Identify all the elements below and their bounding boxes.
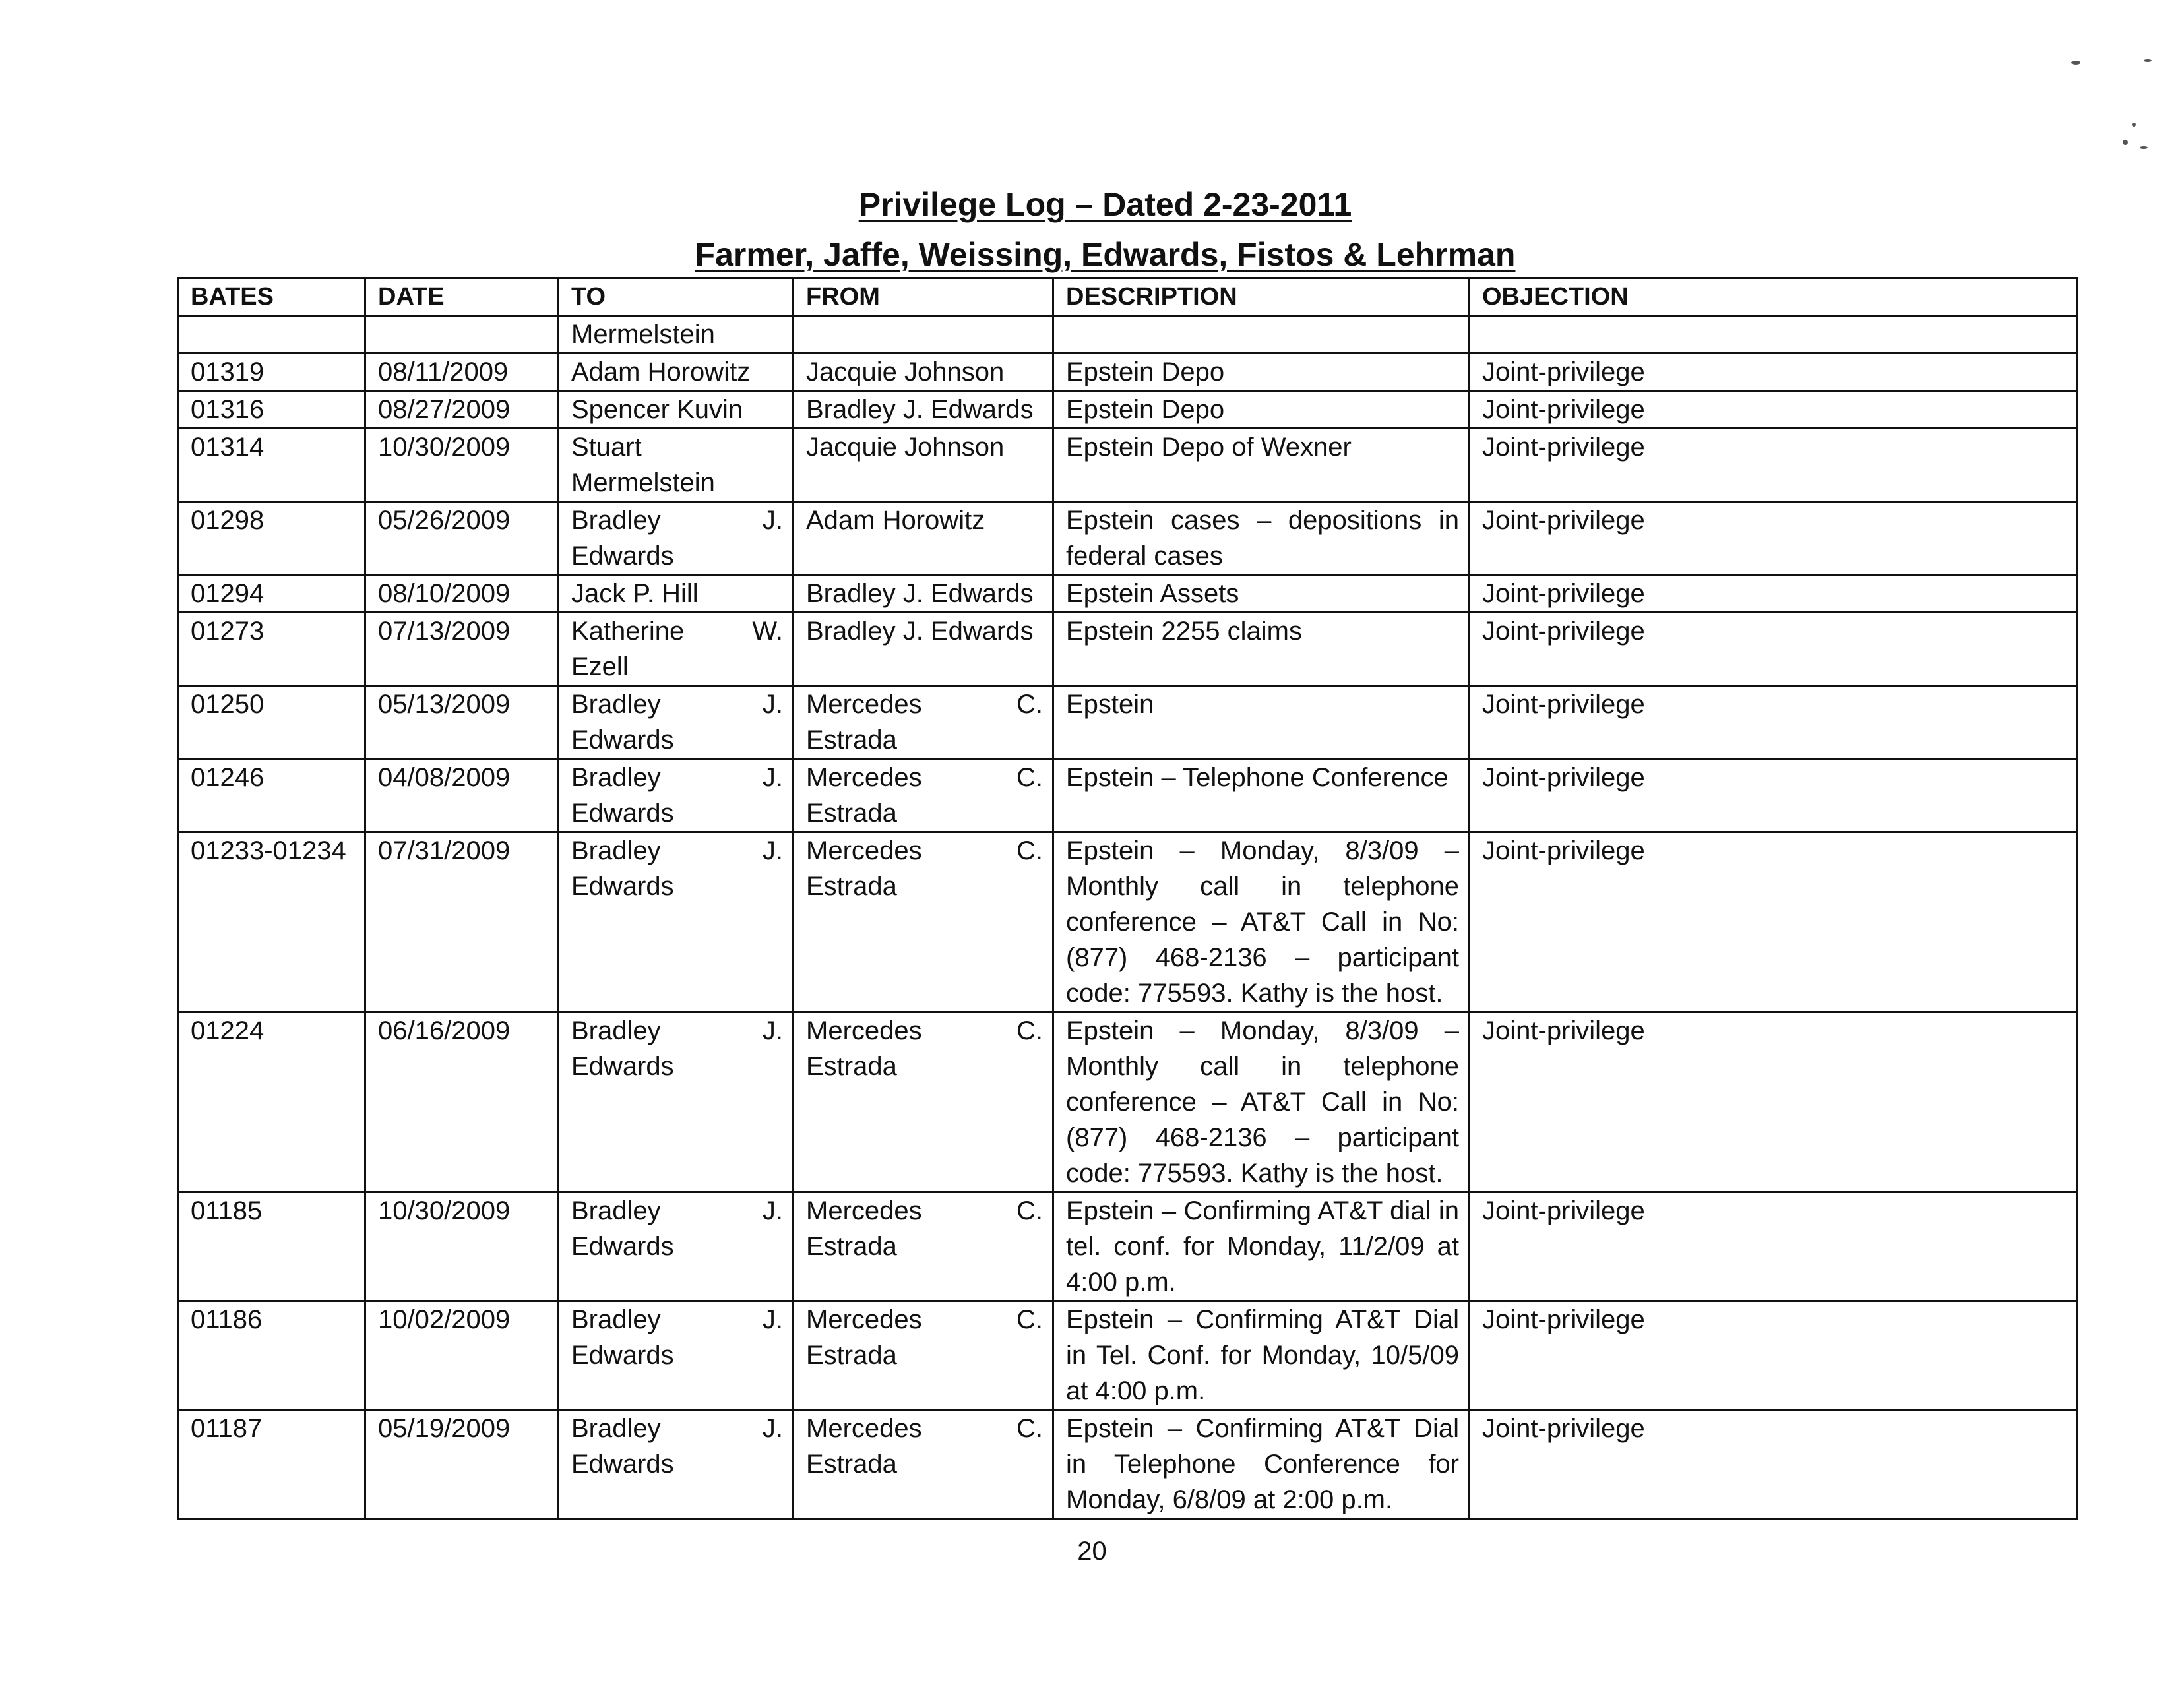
cell-objection: Joint-privilege: [1470, 759, 2078, 832]
cell-objection: Joint-privilege: [1470, 613, 2078, 686]
cell-from: Jacquie Johnson: [794, 429, 1053, 502]
cell-from: Mercedes C. Estrada: [794, 759, 1053, 832]
cell-from: Mercedes C. Estrada: [794, 1012, 1053, 1192]
header-date: DATE: [365, 278, 559, 316]
cell-description: Epstein 2255 claims: [1053, 613, 1470, 686]
page-number: 20: [1077, 1537, 1107, 1566]
cell-from: Mercedes C. Estrada: [794, 686, 1053, 759]
cell-bates: 01186: [178, 1301, 365, 1410]
cell-bates: 01246: [178, 759, 365, 832]
header-bates: BATES: [178, 278, 365, 316]
cell-to: Mermelstein: [559, 316, 794, 354]
cell-to: Bradley J. Edwards: [559, 832, 794, 1012]
cell-description: Epstein – Monday, 8/3/09 – Monthly call in telephone conference – AT&T Call in No: (877) 468-2136 – participant code: 775593. Kathy is the host.: [1053, 1012, 1470, 1192]
cell-date: 07/31/2009: [365, 832, 559, 1012]
cell-objection: Joint-privilege: [1470, 429, 2078, 502]
cell-description: Epstein Depo: [1053, 391, 1470, 429]
scan-speck: [2144, 59, 2152, 62]
cell-from: Mercedes C. Estrada: [794, 832, 1053, 1012]
cell-date: 04/08/2009: [365, 759, 559, 832]
cell-date: 05/13/2009: [365, 686, 559, 759]
cell-description: Epstein Depo of Wexner: [1053, 429, 1470, 502]
cell-bates: 01250: [178, 686, 365, 759]
cell-bates: 01294: [178, 575, 365, 613]
cell-from: Mercedes C. Estrada: [794, 1301, 1053, 1410]
cell-bates: 01273: [178, 613, 365, 686]
cell-bates: 01298: [178, 502, 365, 575]
cell-objection: Joint-privilege: [1470, 354, 2078, 391]
cell-to: Bradley J. Edwards: [559, 1192, 794, 1301]
cell-objection: [1470, 316, 2078, 354]
cell-bates: 01233-01234: [178, 832, 365, 1012]
cell-objection: Joint-privilege: [1470, 832, 2078, 1012]
cell-date: 05/26/2009: [365, 502, 559, 575]
cell-objection: Joint-privilege: [1470, 1012, 2078, 1192]
cell-bates: 01224: [178, 1012, 365, 1192]
table-row: [178, 575, 2078, 613]
cell-description: Epstein: [1053, 686, 1470, 759]
cell-objection: Joint-privilege: [1470, 575, 2078, 613]
document-title: Privilege Log – Dated 2-23-2011: [858, 186, 1352, 223]
cell-date: 08/11/2009: [365, 354, 559, 391]
cell-to: Adam Horowitz: [559, 354, 794, 391]
cell-to: Bradley J. Edwards: [559, 1410, 794, 1519]
privilege-log-table: [177, 277, 2078, 1520]
cell-description: Epstein – Confirming AT&T Dial in Telephone Conference for Monday, 6/8/09 at 2:00 p.m.: [1053, 1410, 1470, 1519]
cell-description: Epstein – Confirming AT&T dial in tel. conf. for Monday, 11/2/09 at 4:00 p.m.: [1053, 1192, 1470, 1301]
header-from: FROM: [794, 278, 1053, 316]
cell-date: 10/02/2009: [365, 1301, 559, 1410]
table-row: [178, 1192, 2078, 1301]
table-row: [178, 316, 2078, 354]
table-row: [178, 613, 2078, 686]
cell-to: Bradley J. Edwards: [559, 1301, 794, 1410]
cell-to: Bradley J. Edwards: [559, 686, 794, 759]
cell-description: Epstein Depo: [1053, 354, 1470, 391]
cell-bates: [178, 316, 365, 354]
cell-bates: 01185: [178, 1192, 365, 1301]
cell-bates: 01187: [178, 1410, 365, 1519]
cell-description: Epstein – Telephone Conference: [1053, 759, 1470, 832]
page-header: [0, 179, 2184, 280]
cell-bates: 01316: [178, 391, 365, 429]
cell-bates: 01319: [178, 354, 365, 391]
cell-date: 08/27/2009: [365, 391, 559, 429]
cell-date: 07/13/2009: [365, 613, 559, 686]
cell-description: [1053, 316, 1470, 354]
cell-from: Jacquie Johnson: [794, 354, 1053, 391]
table-row: [178, 1301, 2078, 1410]
table-row: [178, 354, 2078, 391]
cell-objection: Joint-privilege: [1470, 686, 2078, 759]
header-to: TO: [559, 278, 794, 316]
table-row: [178, 391, 2078, 429]
cell-objection: Joint-privilege: [1470, 1410, 2078, 1519]
cell-date: 08/10/2009: [365, 575, 559, 613]
table-row: [178, 832, 2078, 1012]
cell-date: 10/30/2009: [365, 1192, 559, 1301]
cell-from: Bradley J. Edwards: [794, 575, 1053, 613]
cell-from: [794, 316, 1053, 354]
cell-objection: Joint-privilege: [1470, 391, 2078, 429]
cell-from: Bradley J. Edwards: [794, 391, 1053, 429]
table-header-row: [178, 278, 2078, 316]
scan-speck: [2123, 140, 2128, 145]
cell-bates: 01314: [178, 429, 365, 502]
table-row: [178, 686, 2078, 759]
cell-objection: Joint-privilege: [1470, 1301, 2078, 1410]
cell-description: Epstein – Confirming AT&T Dial in Tel. Conf. for Monday, 10/5/09 at 4:00 p.m.: [1053, 1301, 1470, 1410]
cell-to: Bradley J. Edwards: [559, 502, 794, 575]
cell-date: 10/30/2009: [365, 429, 559, 502]
table-row: [178, 1012, 2078, 1192]
cell-description: Epstein Assets: [1053, 575, 1470, 613]
cell-from: Bradley J. Edwards: [794, 613, 1053, 686]
cell-from: Adam Horowitz: [794, 502, 1053, 575]
scan-speck: [2132, 123, 2136, 127]
scan-speck: [2140, 146, 2148, 149]
cell-objection: Joint-privilege: [1470, 502, 2078, 575]
cell-from: Mercedes C. Estrada: [794, 1192, 1053, 1301]
table-row: [178, 502, 2078, 575]
cell-to: Spencer Kuvin: [559, 391, 794, 429]
header-objection: OBJECTION: [1470, 278, 2078, 316]
document-subtitle: Farmer, Jaffe, Weissing, Edwards, Fistos & Lehrman: [695, 236, 1516, 273]
cell-to: Jack P. Hill: [559, 575, 794, 613]
cell-date: 05/19/2009: [365, 1410, 559, 1519]
cell-description: Epstein – Monday, 8/3/09 – Monthly call in telephone conference – AT&T Call in No: (877) 468-2136 – participant code: 775593. Kathy is the host.: [1053, 832, 1470, 1012]
cell-to: Stuart Mermelstein: [559, 429, 794, 502]
header-description: DESCRIPTION: [1053, 278, 1470, 316]
scan-speck: [2071, 61, 2080, 65]
table-row: [178, 429, 2078, 502]
cell-date: [365, 316, 559, 354]
cell-from: Mercedes C. Estrada: [794, 1410, 1053, 1519]
cell-description: Epstein cases – depositions in federal cases: [1053, 502, 1470, 575]
cell-date: 06/16/2009: [365, 1012, 559, 1192]
cell-to: Bradley J. Edwards: [559, 1012, 794, 1192]
table-row: [178, 759, 2078, 832]
cell-to: Katherine W. Ezell: [559, 613, 794, 686]
cell-objection: Joint-privilege: [1470, 1192, 2078, 1301]
table-row: [178, 1410, 2078, 1519]
cell-to: Bradley J. Edwards: [559, 759, 794, 832]
